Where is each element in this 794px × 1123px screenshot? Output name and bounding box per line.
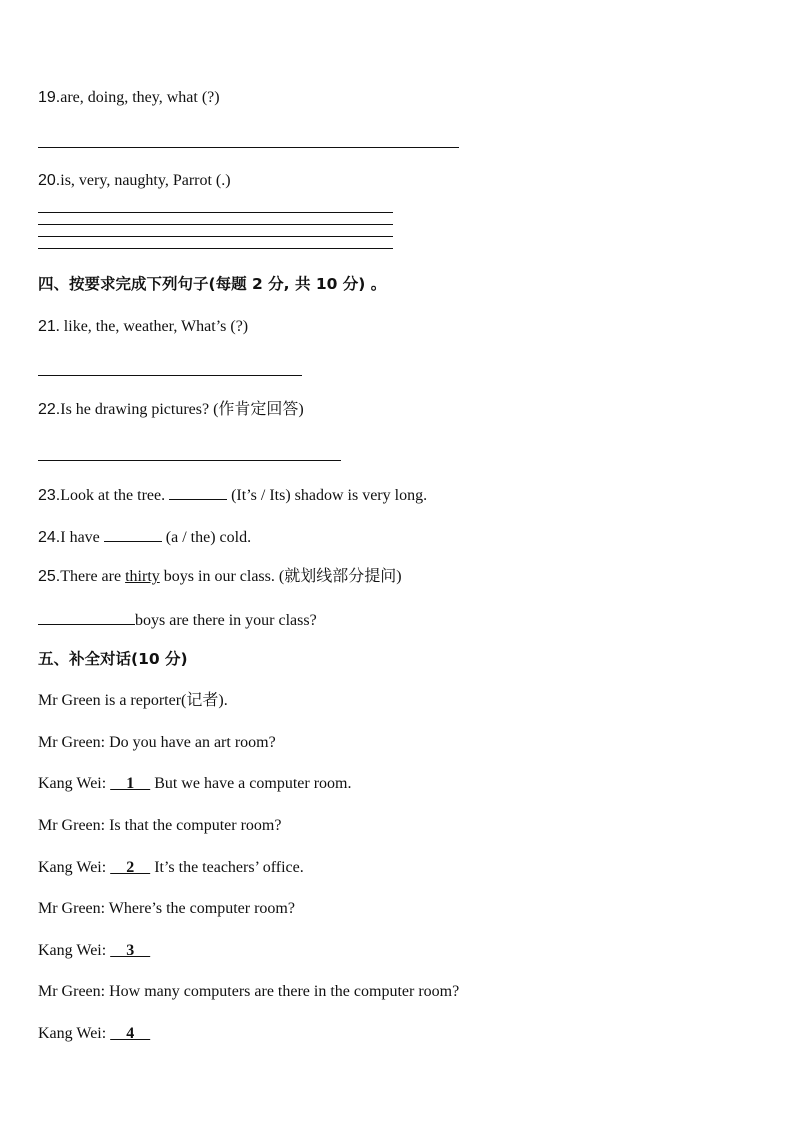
speaker: Kang Wei: [38,859,111,876]
dialog-blank-4[interactable]: 4 [110,1025,151,1042]
answer-line-19[interactable] [38,147,459,148]
speaker: Kang Wei: [38,775,111,792]
question-text-after: (a / the) cold. [161,529,252,546]
question-19 [38,88,220,108]
question-22 [38,400,304,420]
answer-25 [38,608,317,631]
answer-text: boys are there in your class? [135,612,317,629]
speaker: Kang Wei: [38,942,111,959]
dialog-blank-1[interactable]: 1 [110,775,151,792]
underlined-word: thirty [125,568,160,585]
question-text: are, doing, they, what (?) [60,89,220,106]
dialog-line-6 [38,941,150,961]
section-5-title: 五、补全对话(10 分) [38,650,188,668]
question-20 [38,171,231,191]
speaker: Kang Wei: [38,1025,111,1042]
answer-line-21[interactable] [38,375,302,376]
question-25 [38,567,402,587]
dialog-line-2 [38,774,351,794]
dialog-line-5: Mr Green: Where’s the computer room? [38,900,295,917]
dialog-text: It’s the teachers’ office. [150,859,304,876]
question-number: 25. [38,568,61,585]
question-number: 20. [38,172,61,189]
question-number: 24. [38,529,61,546]
dialog-intro: Mr Green is a reporter(记者). [38,692,228,709]
fill-blank-24[interactable] [104,525,162,542]
question-number: 21 [38,318,56,335]
question-text: Is he drawing pictures? (作肯定回答) [60,401,304,418]
question-number: 23. [38,487,61,504]
dialog-blank-3[interactable]: 3 [110,942,151,959]
answer-line-20d[interactable] [38,248,393,249]
answer-line-20b[interactable] [38,224,393,225]
answer-line-20c[interactable] [38,236,393,237]
question-number: 22. [38,401,61,418]
fill-blank-25[interactable] [38,608,135,625]
question-text: . like, the, weather, What’s (?) [55,318,249,335]
dialog-blank-2[interactable]: 2 [110,859,151,876]
question-text-after: (It’s / Its) shadow is very long. [227,487,428,504]
question-text: is, very, naughty, Parrot (.) [60,172,231,189]
question-number: 19. [38,89,61,106]
dialog-line-8 [38,1024,150,1044]
dialog-line-1: Mr Green: Do you have an art room? [38,734,276,751]
question-21 [38,317,248,337]
dialog-line-3: Mr Green: Is that the computer room? [38,817,282,834]
section-4-title: 四、按要求完成下列句子(每题 2 分, 共 10 分) 。 [38,275,387,293]
question-text-before: I have [60,529,104,546]
dialog-line-4 [38,858,304,878]
question-text-before: There are [60,568,126,585]
answer-line-22[interactable] [38,460,341,461]
dialog-line-7: Mr Green: How many computers are there in the computer room? [38,983,460,1000]
answer-line-20a[interactable] [38,212,393,213]
question-text-after: boys in our class. (就划线部分提问) [159,568,402,585]
question-text-before: Look at the tree. [60,487,170,504]
fill-blank-23[interactable] [169,483,227,500]
question-23 [38,483,427,506]
dialog-text: But we have a computer room. [150,775,352,792]
question-24 [38,525,251,548]
